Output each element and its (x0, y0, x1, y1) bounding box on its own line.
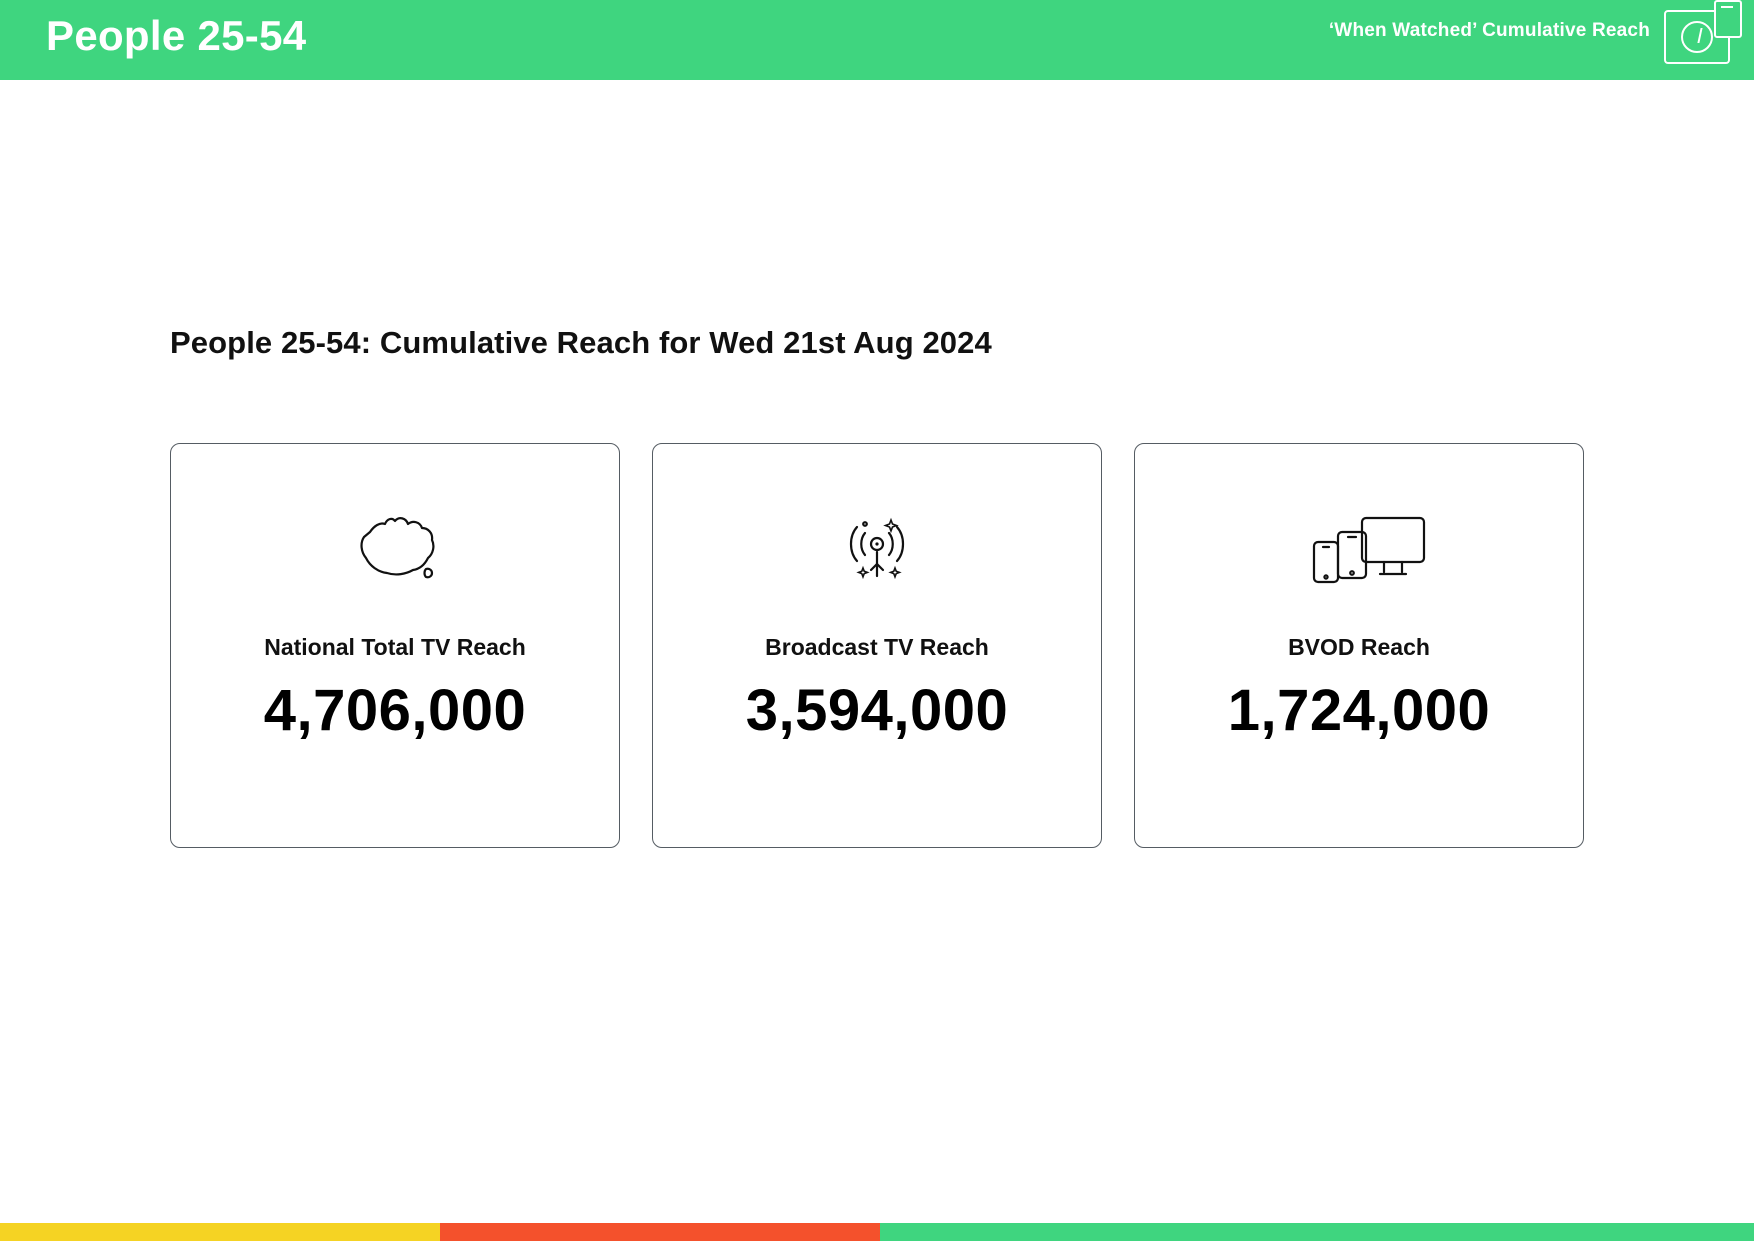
header-subtitle: ‘When Watched’ Cumulative Reach (1328, 20, 1650, 41)
page-header (0, 0, 1754, 80)
footer-stripe-yellow (0, 1223, 440, 1241)
metric-card-label: National Total TV Reach (264, 634, 526, 660)
australia-map-icon (340, 506, 450, 598)
metric-card-label: BVOD Reach (1288, 634, 1430, 660)
footer-stripe-red (440, 1223, 880, 1241)
logo-tab-shape (1714, 0, 1742, 38)
metric-card-group (170, 443, 1584, 848)
metric-card-broadcast-tv-reach (652, 443, 1102, 848)
multi-device-icon (1284, 506, 1434, 598)
footer-stripe-green (880, 1223, 1754, 1241)
logo-circle-shape (1681, 21, 1713, 53)
metric-card-label: Broadcast TV Reach (765, 634, 989, 660)
metric-card-value: 1,724,000 (1227, 678, 1491, 743)
page-title: People 25-54 (46, 12, 307, 59)
broadcast-antenna-icon (827, 506, 927, 598)
metric-card-value: 4,706,000 (263, 678, 527, 743)
section-title: People 25-54: Cumulative Reach for Wed 21st Aug 2024 (170, 325, 992, 360)
circle-check-logo-icon (1664, 10, 1730, 64)
metric-card-value: 3,594,000 (745, 678, 1009, 743)
metric-card-national-total-tv-reach (170, 443, 620, 848)
header-right-group (1329, 10, 1730, 64)
metric-card-bvod-reach (1134, 443, 1584, 848)
footer-stripes (0, 1223, 1754, 1241)
